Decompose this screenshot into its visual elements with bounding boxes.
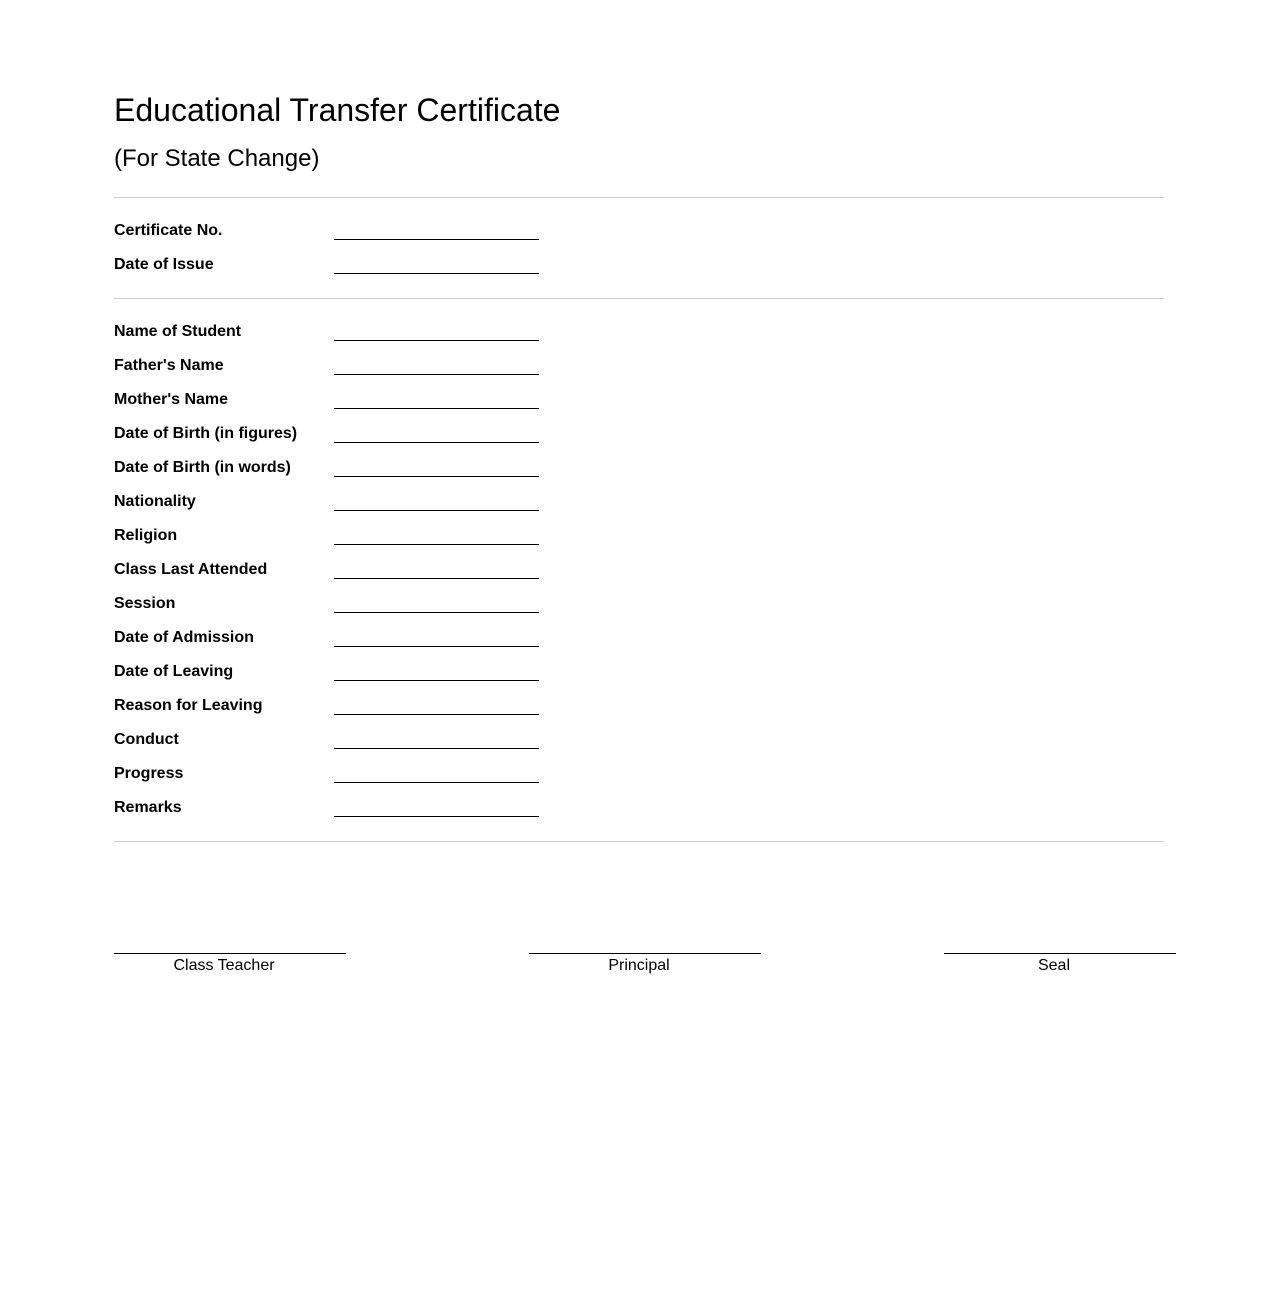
fill-line bbox=[334, 612, 539, 613]
field-label: Date of Admission bbox=[114, 629, 254, 646]
field-reason-for-leaving bbox=[114, 696, 714, 720]
field-progress bbox=[114, 764, 714, 788]
field-class-last-attended bbox=[114, 560, 714, 584]
signature-line bbox=[944, 953, 1176, 954]
signature-seal bbox=[944, 953, 1176, 976]
field-nationality bbox=[114, 492, 714, 516]
field-label: Conduct bbox=[114, 731, 179, 748]
field-dob-words bbox=[114, 458, 714, 482]
field-conduct bbox=[114, 730, 714, 754]
fill-line bbox=[334, 408, 539, 409]
field-name-of-student bbox=[114, 322, 714, 346]
field-label: Reason for Leaving bbox=[114, 697, 263, 714]
fill-line bbox=[334, 680, 539, 681]
fill-line bbox=[334, 714, 539, 715]
fill-line bbox=[334, 273, 539, 274]
field-label: Religion bbox=[114, 527, 178, 544]
signature-principal bbox=[529, 953, 761, 976]
field-religion bbox=[114, 526, 714, 550]
divider-top bbox=[114, 197, 1164, 198]
fill-line bbox=[334, 748, 539, 749]
field-label: Progress bbox=[114, 765, 184, 782]
field-label: Name of Student bbox=[114, 323, 242, 340]
fill-line bbox=[334, 239, 539, 240]
field-label: Date of Issue bbox=[114, 256, 214, 273]
field-date-of-admission bbox=[114, 628, 714, 652]
signature-label: Seal bbox=[1037, 957, 1071, 974]
document-title: Educational Transfer Certificate bbox=[114, 92, 561, 128]
field-label: Certificate No. bbox=[114, 222, 223, 239]
divider-bottom bbox=[114, 841, 1164, 842]
field-label: Date of Birth (in figures) bbox=[114, 425, 298, 442]
field-label: Nationality bbox=[114, 493, 196, 510]
signature-label: Principal bbox=[608, 957, 670, 974]
fill-line bbox=[334, 578, 539, 579]
field-certificate-no bbox=[114, 221, 714, 245]
field-label: Date of Leaving bbox=[114, 663, 234, 680]
field-label: Mother's Name bbox=[114, 391, 229, 408]
field-fathers-name bbox=[114, 356, 714, 380]
field-date-of-issue bbox=[114, 255, 714, 279]
field-dob-figures bbox=[114, 424, 714, 448]
field-label: Session bbox=[114, 595, 176, 612]
signature-class-teacher bbox=[114, 953, 346, 976]
field-label: Class Last Attended bbox=[114, 561, 268, 578]
fill-line bbox=[334, 544, 539, 545]
field-mothers-name bbox=[114, 390, 714, 414]
fill-line bbox=[334, 442, 539, 443]
fill-line bbox=[334, 374, 539, 375]
fill-line bbox=[334, 782, 539, 783]
field-date-of-leaving bbox=[114, 662, 714, 686]
divider-middle bbox=[114, 298, 1164, 299]
signature-label: Class Teacher bbox=[173, 957, 275, 974]
fill-line bbox=[334, 510, 539, 511]
field-label: Date of Birth (in words) bbox=[114, 459, 291, 476]
field-label: Father's Name bbox=[114, 357, 224, 374]
field-remarks bbox=[114, 798, 714, 822]
field-label: Remarks bbox=[114, 799, 182, 816]
fill-line bbox=[334, 816, 539, 817]
fill-line bbox=[334, 340, 539, 341]
signature-line bbox=[529, 953, 761, 954]
fill-line bbox=[334, 476, 539, 477]
document-subtitle: (For State Change) bbox=[114, 145, 320, 172]
field-session bbox=[114, 594, 714, 618]
signature-line bbox=[114, 953, 346, 954]
fill-line bbox=[334, 646, 539, 647]
